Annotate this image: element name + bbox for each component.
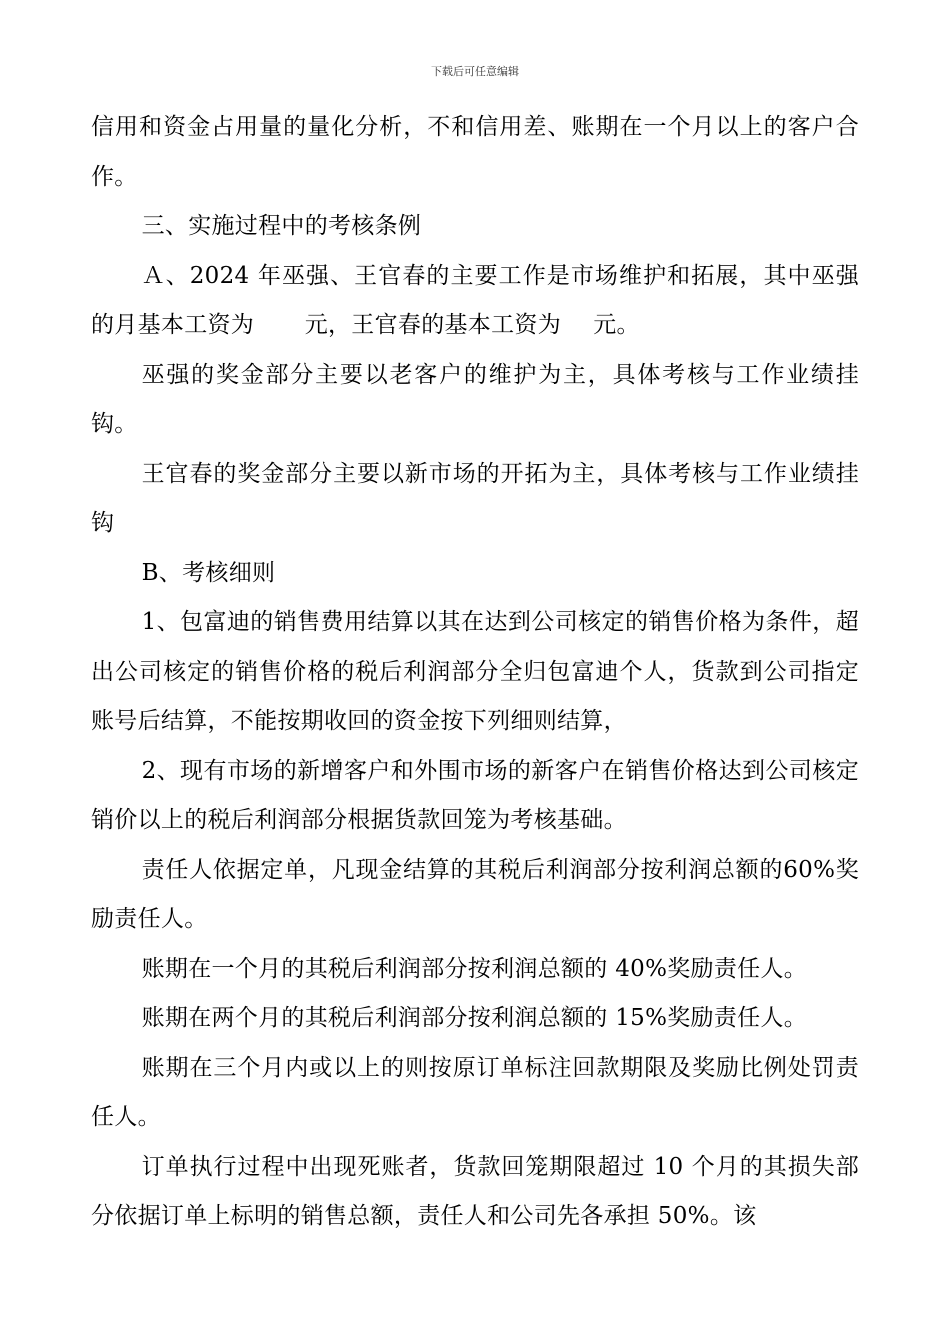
paragraph-three-month-term: 账期在三个月内或以上的则按原订单标注回款期限及奖励比例处罚责任人。 [91, 1054, 859, 1130]
paragraph-wangguanchun-bonus: 王官春的奖金部分主要以新市场的开拓为主，具体考核与工作业绩挂钩 [91, 460, 859, 536]
document-body [91, 103, 859, 1242]
section-heading-rules: B、考核细则 [141, 559, 276, 586]
paragraph-credit-analysis: 信用和资金占用量的量化分析，不和信用差、账期在一个月以上的客户合作。 [91, 114, 859, 190]
paragraph-one-month-term: 账期在一个月的其税后利润部分按利润总额的 40%奖励责任人。 [141, 955, 808, 982]
section-a-text-part1: Ａ、2024 年巫强、王官春的主要工作是市场维护和拓展，其中巫强的月基本工资为 [91, 262, 859, 338]
section-a-text-part2: 元，王官春的基本工资为 [304, 312, 562, 338]
section-a-text-part3: 元。 [593, 312, 640, 338]
paragraph-cash-settlement: 责任人依据定单，凡现金结算的其税后利润部分按利润总额的60%奖励责任人。 [91, 856, 859, 932]
paragraph-wuqiang-bonus: 巫强的奖金部分主要以老客户的维护为主，具体考核与工作业绩挂钩。 [91, 361, 859, 437]
paragraph-rule-2: 2、现有市场的新增客户和外围市场的新客户在销售价格达到公司核定销价以上的税后利润部分根据货款回笼为考核基础。 [91, 757, 859, 833]
paragraph-bad-debt: 订单执行过程中出现死账者，货款回笼期限超过 10 个月的其损失部分依据订单上标明的销售总额，责任人和公司先各承担 50%。该 [91, 1153, 859, 1229]
paragraph-section-a [91, 252, 859, 351]
paragraph-rule-1: 1、包富迪的销售费用结算以其在达到公司核定的销售价格为条件，超出公司核定的销售价格的税后利润部分全归包富迪个人，货款到公司指定账号后结算，不能按期收回的资金按下列细则结算， [91, 609, 859, 734]
page-header: 下载后可任意编辑 [431, 65, 519, 78]
paragraph-two-month-term: 账期在两个月的其税后利润部分按利润总额的 15%奖励责任人。 [141, 1005, 808, 1031]
section-heading-assessment: 三、实施过程中的考核条例 [141, 213, 422, 239]
